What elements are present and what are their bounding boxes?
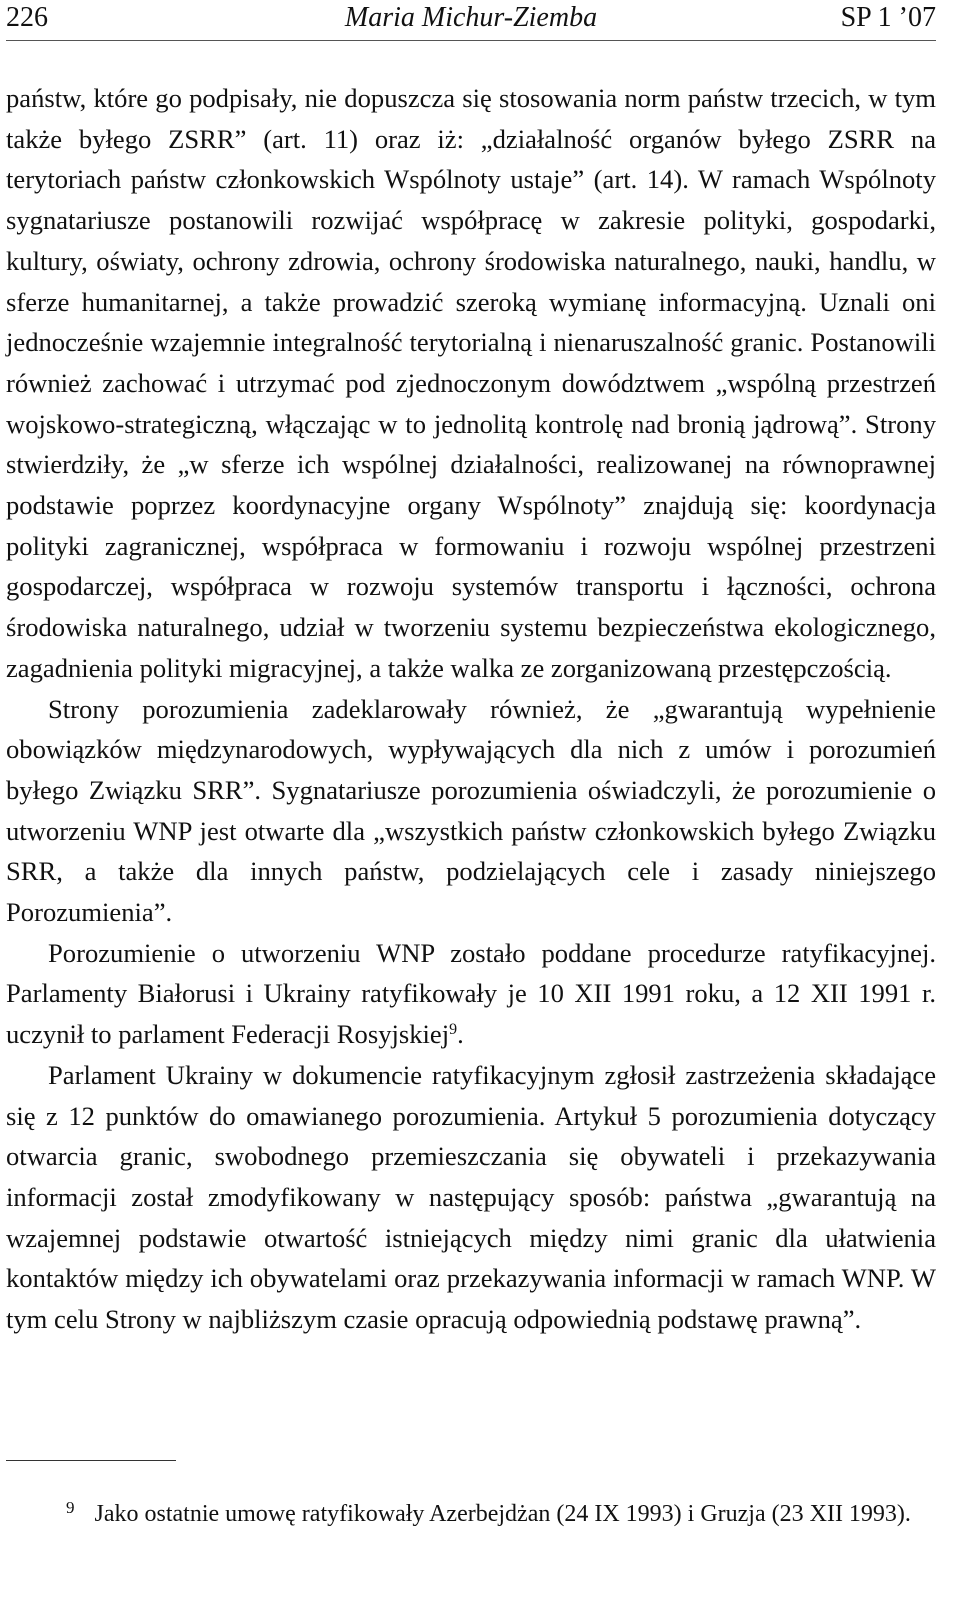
paragraph-2: Strony porozumienia zadeklarowały również, że „gwarantują wypełnienie obowiązków międzynarodowych, wypływających dla nich z umów i porozumień byłego Związku SRR”. Sygnatariusze porozumienia oświadczyli, że porozumienie o utworzeniu WNP jest otwarte dla „wszystkich państw członkowskich byłego Związku SRR, a także dla innych państw, podzielających cele i zasady niniejszego Porozumienia”. (6, 693, 936, 928)
running-author: Maria Michur-Ziemba (344, 2, 598, 33)
journal-issue: SP 1 ’07 (840, 2, 936, 33)
paragraph-3-text: Porozumienie o utworzeniu WNP zostało poddane procedurze ratyfikacyjnej. Parlamenty Białorusi i Ukrainy ratyfikowały je 10 XII 1991 roku, a 12 XII 1991 r. uczynił to parlament Federacji Rosyjskiej (6, 937, 936, 1050)
footnote-text: Jako ostatnie umowę ratyfikowały Azerbejdżan (24 IX 1993) i Gruzja (23 XII 1993). (94, 1501, 911, 1527)
paragraph-4: Parlament Ukrainy w dokumencie ratyfikacyjnym zgłosił zastrzeżenia składające się z 12 punktów do omawianego porozumienia. Artykuł 5 porozumienia dotyczący otwarcia granic, swobodnego przemieszczania się obywateli i przekazywania informacji został zmodyfikowany w następujący sposób: państwa „gwarantują na wzajemnej podstawie otwartość istniejących między nimi granic dla ułatwienia kontaktów między ich obywatelami oraz przekazywania informacji w ramach WNP. W tym celu Strony w najbliższym czasie opracują odpowiednią podstawę prawną”. (6, 1059, 936, 1335)
footnote-reference[interactable]: 9 (449, 1021, 458, 1039)
paragraph-3 (6, 933, 936, 1055)
footnote (6, 1498, 936, 1531)
paragraph-1: państw, które go podpisały, nie dopuszcza się stosowania norm państw trzecich, w tym także byłego ZSRR” (art. 11) oraz iż: „działalność organów byłego ZSRR na terytoriach państw członkowskich Wspólnoty ustaje” (art. 14). W ramach Wspólnoty sygnatariusze postanowili rozwijać współpracę w zakresie polityki, gospodarki, kultury, oświaty, ochrony zdrowia, ochrony środowiska naturalnego, nauki, handlu, w sferze humanitarnej, a także prowadzić szeroką wymianę informacyjną. Uznali oni jednocześnie wzajemnie integralność terytorialną i nienaruszalność granic. Postanowili również zachować i utrzymać pod zjednoczonym dowództwem „wspólną przestrzeń wojskowo-strategiczną, włączając w to jednolitą kontrolę nad bronią jądrową”. Strony stwierdziły, że „w sferze ich wspólnej działalności, realizowanej na równoprawnej podstawie poprzez koordynacyjne organy Wspólnoty” znajdują się: koordynacja polityki zagranicznej, współpraca w formowaniu i rozwoju wspólnej przestrzeni gospodarczej, współpraca w rozwoju systemów transportu i łączności, ochrona środowiska naturalnego, udział w tworzeniu systemu bezpieczeństwa ekologicznego, zagadnienia polityki migracyjnej, a także walka ze zorganizowaną przestępczością. (6, 83, 936, 683)
paragraph-3-end: . (457, 1019, 464, 1050)
running-header (6, 0, 936, 41)
footnote-number: 9 (66, 1498, 75, 1517)
body-text (6, 78, 936, 1340)
footnote-separator (6, 1460, 176, 1461)
page-number: 226 (6, 2, 48, 33)
